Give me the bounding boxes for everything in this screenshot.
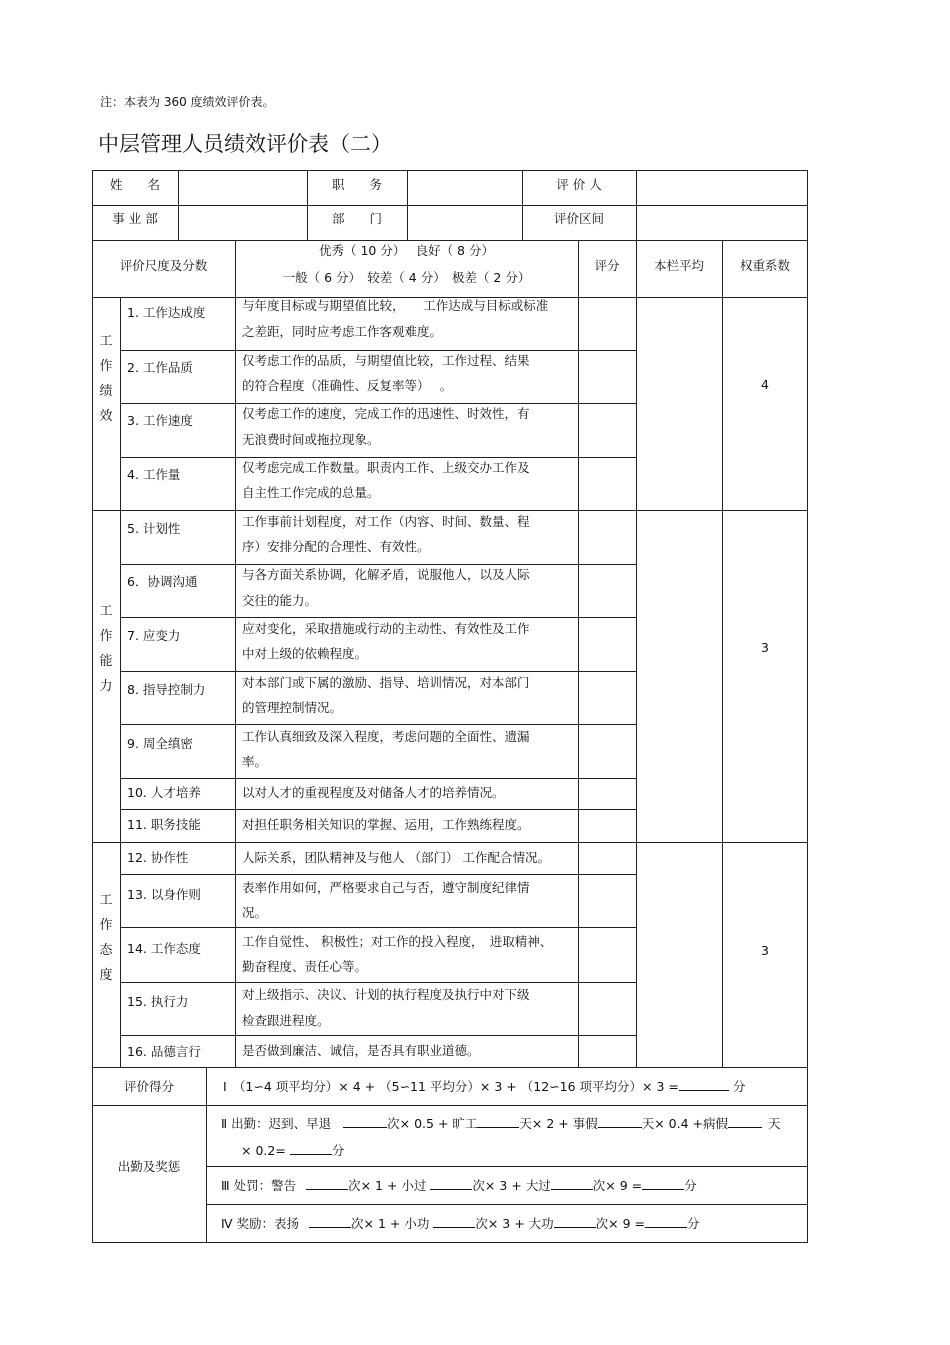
scale-line-2: 一般（ 6 分） 较差（ 4 分） 极差（ 2 分）: [282, 270, 531, 285]
item-label: 10. 人才培养: [127, 785, 201, 800]
attendance-line: Ⅱ 出勤：迟到、早退 次× 0.5 + 旷工 天× 2 + 事假 天× 0.4 +病假 天: [221, 1116, 781, 1131]
item-desc: 自主性工作完成的总量。: [242, 485, 380, 500]
department-field[interactable]: [408, 206, 521, 239]
item-desc: 与年度目标或与期望值比较， 工作达成与目标或标准: [242, 298, 549, 313]
total-score-blank[interactable]: [679, 1077, 729, 1091]
division-label: 事 业 部: [112, 211, 158, 226]
sick-leave-blank[interactable]: [728, 1114, 762, 1128]
division-field[interactable]: [179, 206, 306, 239]
total-score-label: 评价得分: [123, 1079, 174, 1094]
table-note: 注：本表为 360 度绩效评价表。: [100, 95, 275, 109]
item-desc: 况。: [242, 905, 268, 920]
item-label: 6．协调沟通: [127, 574, 198, 589]
item-desc: 仅考虑工作的速度，完成工作的迅速性、时效性，有: [242, 406, 530, 421]
item-label: 12. 协作性: [127, 850, 189, 865]
weight-performance: 4: [761, 377, 769, 392]
page-title: 中层管理人员绩效评价表（二）: [98, 132, 392, 156]
item-desc: 仅考虑完成工作数量。职责内工作、上级交办工作及: [242, 460, 530, 475]
weight-ability: 3: [761, 640, 769, 655]
item-label: 3. 工作速度: [127, 413, 193, 428]
score-column-header: 评分: [594, 258, 620, 273]
item-label: 11. 职务技能: [127, 817, 201, 832]
item-label: 9. 周全缜密: [127, 736, 193, 751]
personal-leave-blank[interactable]: [598, 1114, 642, 1128]
item-label: 14. 工作态度: [127, 941, 201, 956]
item-label: 2. 工作品质: [127, 360, 193, 375]
item-desc: 表率作用如何，严格要求自己与否，遵守制度纪律情: [242, 880, 530, 895]
position-field[interactable]: [408, 171, 521, 204]
late-count-blank[interactable]: [343, 1114, 387, 1128]
weight-column-header: 权重系数: [739, 258, 790, 273]
item-desc: 对本部门或下属的激励、指导、培训情况，对本部门: [242, 675, 530, 690]
item-label: 4. 工作量: [127, 467, 181, 482]
major-merit-blank[interactable]: [554, 1214, 596, 1228]
weight-attitude: 3: [761, 943, 769, 958]
item-desc: 工作自觉性、 积极性；对工作的投入程度， 进取精神、: [242, 934, 553, 949]
item-desc: 对担任职务相关知识的掌握、运用，工作熟练程度。: [242, 817, 530, 832]
absent-days-blank[interactable]: [477, 1114, 519, 1128]
item-desc: 仅考虑工作的品质，与期望值比较，工作过程、结果: [242, 353, 530, 368]
evaluator-label: 评 价 人: [556, 177, 602, 192]
item-desc: 检查跟进程度。: [242, 1013, 330, 1028]
item-label: 5. 计划性: [127, 521, 181, 536]
scale-label: 评价尺度及分数: [119, 258, 208, 273]
item-label: 8. 指导控制力: [127, 682, 206, 697]
item-label: 15. 执行力: [127, 994, 189, 1009]
position-label: 职 务: [331, 177, 382, 192]
minor-merit-blank[interactable]: [433, 1214, 475, 1228]
item-desc: 以对人才的重视程度及对储备人才的培养情况。: [242, 785, 505, 800]
evaluation-table: 姓 名 职 务 评 价 人 事 业 部 部 门 评价区间 评价尺度及分数 优秀（ 10 分） 良好（ 8 分） 一般（ 6 分） 较差（ 4 分） 极差（ 2 分） 评分 本栏平均 权重系数 工 作 绩 效 工 作 能 力 工 作 态 度 4 3 3 1. 工作达成度 与年度目标或与期望值比较， 工作达成与目标或标准 之差距，同时应考虑工作客观难度。 2. 工作品质 仅考虑工作的品质，与期望值比较，工作过程、结果 的符合程度（准确性、反复率等） 。 3. 工作速度 仅考虑工作的速度，完成工作的迅速性、时效性，有 无浪费时间或拖拉现象。 4. 工作量 仅考虑完成工作数量。职责内工作、上级交办工作及 自主性工作完成的总量。 5. 计划性 工作事前计划程度，对工作（内容、时间、数量、程 序）安排分配的合理性、有效性。 6．协调沟通 与各方面关系协调，化解矛盾，说服他人，以及人际 交往的能力。 7. 应变力 应对变化，采取措施或行动的主动性、有效性及工作 中对上级的依赖程度。 8. 指导控制力 对本部门或下属的激励、指导、培训情况，对本部门 的管理控制情况。 9. 周全缜密 工作认真细致及深入程度，考虑问题的全面性、遗漏 率。 10. 人才培养 以对人才的重视程度及对储备人才的培养情况。 11. 职务技能 对担任职务相关知识的掌握、运用，工作熟练程度。 12. 协作性 人际关系，团队精神及与他人 （部门） 工作配合情况。 13. 以身作则 表率作用如何，严格要求自己与否，遵守制度纪律情 况。 14. 工作态度 工作自觉性、 积极性；对工作的投入程度， 进取精神、 勤奋程度、责任心等。 15. 执行力 对上级指示、决议、计划的执行程度及执行中对下级 检查跟进程度。 16. 品德言行 是否做到廉洁、诚信，是否具有职业道德。 评价得分 Ⅰ （1∽4 项平均分）× 4 + （5∽11 平均分）× 3 + （12∽16 项平均分）× 3 = 分 出勤及奖惩 Ⅱ 出勤：迟到、早退 次× 0.5 + 旷工 天× 2 + 事假 天× 0.4 +病假 天 × 0.2= 分 Ⅲ 处罚：警告 次× 1 + 小过 次× 3 + 大过 次× 9 = 分 Ⅳ 奖励：表扬 次× 1 + 小功 次× 3 + 大功 次× 9 = 分: [92, 170, 808, 1243]
penalty-score-blank[interactable]: [642, 1176, 684, 1190]
item-desc: 序）安排分配的合理性、有效性。: [242, 539, 430, 554]
period-label: 评价区间: [553, 211, 604, 226]
item-desc: 勤奋程度、责任心等。: [242, 959, 368, 974]
item-desc: 与各方面关系协调，化解矛盾，说服他人，以及人际: [242, 567, 530, 582]
attendance-score-blank[interactable]: [290, 1141, 332, 1155]
praise-count-blank[interactable]: [309, 1214, 351, 1228]
scale-line-1: 优秀（ 10 分） 良好（ 8 分）: [319, 243, 494, 258]
item-label: 1. 工作达成度: [127, 305, 206, 320]
name-label: 姓 名: [109, 177, 160, 192]
warning-count-blank[interactable]: [306, 1176, 348, 1190]
item-label: 13. 以身作则: [127, 887, 201, 902]
penalty-line: Ⅲ 处罚：警告 次× 1 + 小过 次× 3 + 大过 次× 9 = 分: [221, 1178, 697, 1193]
item-label: 16. 品德言行: [127, 1044, 201, 1059]
attendance-rewards-label: 出勤及奖惩: [117, 1159, 181, 1174]
item-desc: 是否做到廉洁、诚信，是否具有职业道德。: [242, 1043, 480, 1058]
item-desc: 的管理控制情况。: [242, 700, 343, 715]
evaluator-field[interactable]: [637, 171, 807, 204]
item-desc: 率。: [242, 754, 268, 769]
period-field[interactable]: [637, 206, 807, 239]
average-column-header: 本栏平均: [653, 258, 704, 273]
item-desc: 人际关系，团队精神及与他人 （部门） 工作配合情况。: [242, 850, 550, 865]
item-desc: 对上级指示、决议、计划的执行程度及执行中对下级: [242, 987, 530, 1002]
attendance-line-2: × 0.2= 分: [241, 1143, 345, 1158]
item-desc: 之差距，同时应考虑工作客观难度。: [242, 324, 443, 339]
item-desc: 交往的能力。: [242, 593, 318, 608]
total-score-formula: Ⅰ （1∽4 项平均分）× 4 + （5∽11 平均分）× 3 + （12∽16 项平均分）× 3 = 分: [223, 1079, 746, 1094]
minor-demerit-blank[interactable]: [430, 1176, 472, 1190]
item-desc: 工作认真细致及深入程度，考虑问题的全面性、遗漏: [242, 729, 530, 744]
item-desc: 工作事前计划程度，对工作（内容、时间、数量、程: [242, 514, 530, 529]
name-field[interactable]: [179, 171, 306, 204]
reward-score-blank[interactable]: [645, 1214, 687, 1228]
reward-line: Ⅳ 奖励：表扬 次× 1 + 小功 次× 3 + 大功 次× 9 = 分: [221, 1216, 700, 1231]
department-label: 部 门: [331, 211, 382, 226]
item-desc: 的符合程度（准确性、反复率等） 。: [242, 378, 453, 393]
item-desc: 无浪费时间或拖拉现象。: [242, 432, 380, 447]
item-desc: 中对上级的依赖程度。: [242, 646, 368, 661]
item-desc: 应对变化，采取措施或行动的主动性、有效性及工作: [242, 621, 530, 636]
major-demerit-blank[interactable]: [551, 1176, 593, 1190]
item-label: 7. 应变力: [127, 628, 181, 643]
